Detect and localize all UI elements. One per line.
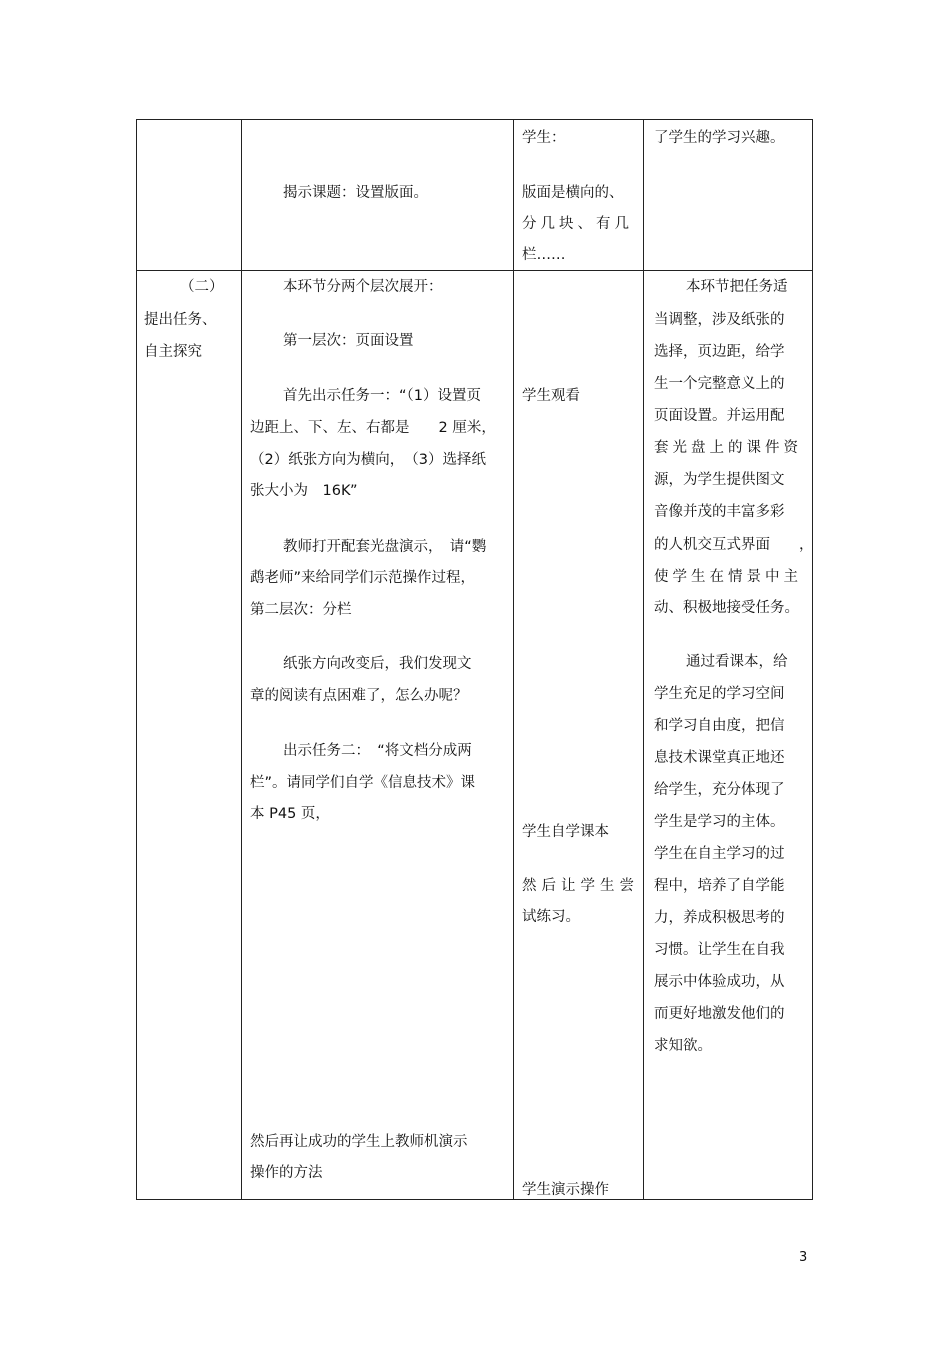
intent-line-1: 本环节把任务适 [686, 279, 788, 295]
column-divider-2 [513, 120, 514, 1199]
intent-line-2: 当调整，涉及纸张的 [654, 312, 785, 328]
intent-line-19: 程中，培养了自学能 [654, 878, 785, 894]
intent-line-17: 学生是学习的主体。 [654, 814, 785, 830]
intent-line-6: 套光盘上的课件资 [654, 440, 802, 456]
intent-line-13: 学生充足的学习空间 [654, 686, 785, 702]
intent-line-22: 展示中体验成功，从 [654, 974, 785, 990]
teacher-line-4: 边距上、下、左、右都是 2 厘米， [250, 420, 496, 436]
intent-line-11: 动、积极地接受任务。 [654, 600, 799, 616]
student-line-3: 然后让学生尝 [522, 878, 639, 894]
student-line-4: 试练习。 [522, 909, 580, 925]
intent-line-8: 音像并茂的丰富多彩 [654, 504, 785, 520]
teacher-line-11: 章的阅读有点困难了，怎么办呢？ [250, 688, 468, 704]
intent-line-9: 的人机交互式界面 ， [654, 537, 814, 553]
teacher-line-10: 纸张方向改变后，我们发现文 [283, 656, 472, 672]
intent-line-4: 生一个完整意义上的 [654, 376, 785, 392]
teacher-line-1: 本环节分两个层次展开： [283, 279, 443, 295]
intent-line-12: 通过看课本，给 [686, 654, 788, 670]
intent-line-5: 页面设置。并运用配 [654, 408, 785, 424]
row1-intent-line-1: 了学生的学习兴趣。 [654, 130, 785, 146]
intent-line-23: 而更好地激发他们的 [654, 1006, 785, 1022]
intent-line-10: 使学生在情景中主 [654, 569, 802, 585]
page-number: 3 [799, 1250, 808, 1265]
student-line-2: 学生自学课本 [522, 824, 609, 840]
teacher-line-14: 本 P45 页， [250, 806, 330, 822]
row1-student-line-4: 栏…… [522, 247, 566, 263]
row1-teacher-activity: 揭示课题：设置版面。 [283, 185, 428, 201]
column-divider-1 [241, 120, 242, 1199]
teacher-line-16: 操作的方法 [250, 1165, 323, 1181]
intent-line-15: 息技术课堂真正地还 [654, 750, 785, 766]
teacher-line-15: 然后再让成功的学生上教师机演示 [250, 1134, 468, 1150]
row1-student-line-1: 学生： [522, 130, 566, 146]
intent-line-14: 和学习自由度，把信 [654, 718, 785, 734]
intent-line-20: 力，养成积极思考的 [654, 910, 785, 926]
teacher-line-2: 第一层次：页面设置 [283, 333, 414, 349]
teacher-line-13: 栏”。请同学们自学《信息技术》课 [250, 775, 476, 791]
student-line-1: 学生观看 [522, 388, 580, 404]
row-divider [137, 270, 812, 271]
teacher-line-3: 首先出示任务一：“（1）设置页 [283, 388, 481, 404]
teacher-line-5: （2）纸张方向为横向， （3）选择纸 [250, 452, 486, 468]
student-line-5: 学生演示操作 [522, 1182, 609, 1198]
intent-line-7: 源，为学生提供图文 [654, 472, 785, 488]
section-title-line-1: 提出任务、 [144, 312, 217, 328]
teacher-line-9: 第二层次：分栏 [250, 602, 352, 618]
intent-line-18: 学生在自主学习的过 [654, 846, 785, 862]
teacher-line-12: 出示任务二： “将文档分成两 [283, 743, 472, 759]
column-divider-3 [643, 120, 644, 1199]
row1-student-line-3: 分几块、有几 [522, 216, 633, 232]
intent-line-16: 给学生，充分体现了 [654, 782, 785, 798]
teacher-line-8: 鹉老师”来给同学们示范操作过程， [250, 570, 476, 586]
row1-student-line-2: 版面是横向的、 [522, 185, 624, 201]
intent-line-3: 选择，页边距，给学 [654, 344, 785, 360]
section-number: （二） [180, 279, 224, 295]
intent-line-24: 求知欲。 [654, 1038, 712, 1054]
intent-line-21: 习惯。让学生在自我 [654, 942, 785, 958]
teacher-line-7: 教师打开配套光盘演示， 请“鹦 [283, 539, 487, 555]
section-title-line-2: 自主探究 [144, 344, 202, 360]
teacher-line-6: 张大小为 16K” [250, 483, 358, 499]
